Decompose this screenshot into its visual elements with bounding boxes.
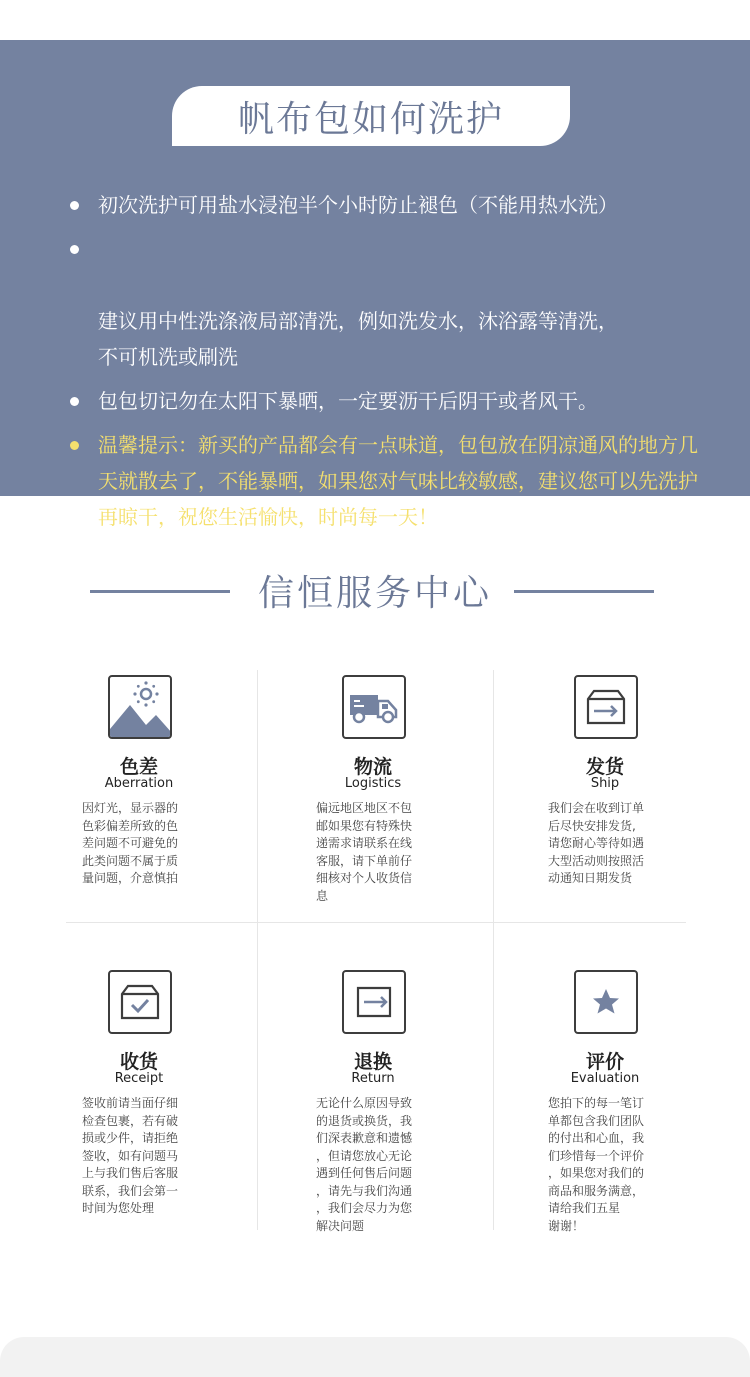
service-cell-logistics [300, 670, 506, 950]
care-item [70, 187, 710, 223]
cell-title: 退换 [353, 1051, 392, 1073]
cell-subtitle: Return [351, 1071, 395, 1086]
service-cell-aberration [66, 670, 272, 950]
care-section [0, 40, 750, 529]
star-icon [574, 970, 638, 1034]
cell-text: 签收前请当面仔细 检查包裹，若有破 损或少件，请拒绝 签收，如有问题马 上与我们售后客服 联系，我们会第一 时间为您处理 [82, 1096, 179, 1215]
care-item [70, 231, 710, 375]
service-grid [66, 670, 686, 1233]
care-title: 帆布包如何洗护 [237, 98, 504, 140]
cell-subtitle: Logistics [344, 776, 402, 791]
bullet-icon [70, 245, 79, 254]
care-tip-text: 温馨提示：新买的产品都会有一点味道，包包放在阴凉通风的地方几天就散去了，不能暴晒，如果您对气味比较敏感，建议您可以先洗护再晾干，祝您生活愉快，时尚每一天！ [98, 433, 698, 529]
care-item-text: 建议用中性洗涤液局部清洗，例如洗发水，沐浴露等清洗， 不可机洗或刷洗 [98, 309, 618, 369]
cell-title: 评价 [585, 1051, 624, 1073]
care-item-text: 包包切记勿在太阳下暴晒，一定要沥干后阴干或者风干。 [98, 389, 598, 413]
cell-subtitle: Receipt [114, 1071, 164, 1086]
bottom-band [0, 1337, 750, 1377]
bullet-icon [70, 201, 79, 210]
care-item [70, 383, 710, 419]
care-tip [70, 427, 710, 535]
cell-text: 您拍下的每一笔订 单都包含我们团队 的付出和心血，我 们珍惜每一个评价 ，如果您对我们的 商品和服务满意， 请给我们五星 谢谢！ [548, 1096, 645, 1233]
cell-subtitle: Evaluation [570, 1071, 640, 1086]
service-title: 信恒服务中心 [257, 573, 492, 614]
cell-title: 收货 [119, 1051, 158, 1073]
care-title-banner [172, 86, 570, 146]
box-arrow-icon [574, 675, 638, 739]
care-list [70, 187, 710, 543]
service-cell-receipt [66, 965, 272, 1245]
service-cell-ship [532, 670, 738, 950]
cell-text: 无论什么原因导致 的退货或换货，我 们深表歉意和遗憾 ，但请您放心无论 遇到任何售后问题 ，请先与我们沟通 ，我们会尽力为您 解决问题 [316, 1096, 413, 1233]
bullet-icon [70, 397, 79, 406]
care-item-text: 初次洗护可用盐水浸泡半个小时防止褪色（不能用热水洗） [98, 193, 618, 217]
cell-title: 发货 [585, 756, 624, 778]
truck-icon [342, 675, 406, 739]
service-cell-evaluation [532, 965, 738, 1245]
title-divider-right [514, 590, 654, 593]
cell-title: 色差 [119, 756, 158, 778]
cell-title: 物流 [353, 756, 392, 778]
cell-text: 我们会在收到订单 后尽快安排发货, 请您耐心等待如遇 大型活动则按照活 动通知日期发货 [548, 801, 645, 885]
cell-subtitle: Aberration [104, 776, 174, 791]
image-icon [108, 675, 172, 739]
cell-text: 偏远地区地区不包 邮如果您有特殊快 递需求请联系在线 客服，请下单前仔 细核对个人收货信 息 [316, 801, 413, 903]
bullet-icon [70, 441, 79, 450]
box-check-icon [108, 970, 172, 1034]
return-arrow-icon [342, 970, 406, 1034]
service-cell-return [300, 965, 506, 1245]
cell-subtitle: Ship [590, 776, 620, 791]
cell-text: 因灯光，显示器的 色彩偏差所致的色 差问题不可避免的 此类问题不属于质 量问题，介意慎拍 [82, 801, 179, 885]
service-header [0, 565, 750, 617]
